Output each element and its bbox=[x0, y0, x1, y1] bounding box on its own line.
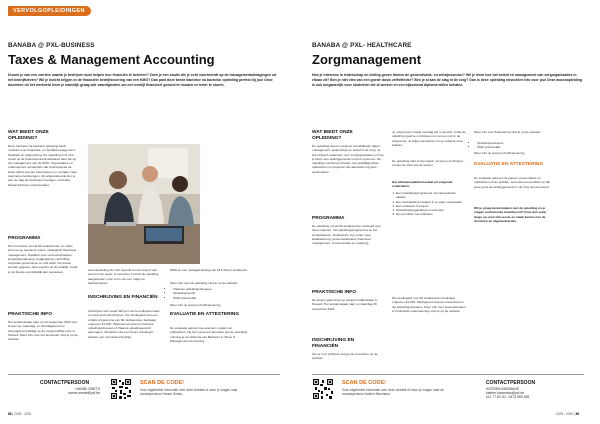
left-footer-divider bbox=[8, 374, 280, 375]
right-h-programma: PROGRAMMA bbox=[312, 216, 345, 221]
right-col2-text3: Het studiegeld voor 60 studiepunten bedraagt ongeveer €1.000. Werkgevers kunnen tussenkomen via opleidingscheques. Meer info over tussenkomsten en financiële ondersteuning vind je op de website. bbox=[392, 296, 466, 313]
left-col2-text: avondopleiding die zich beperkt tot één dag of één avond in de week. In semester 2 wordt de opleiding aangeboden in de vorm van een stage en bachelorproef. bbox=[88, 268, 159, 285]
right-programma-text: De opleiding omvat 60 studiepunten verdeeld over twee trajecten: het opleidingsprogramma en het werkplekleren. Onderdelen zijn onder meer kwaliteitszorg, personeelsbeleid, financieel management, communicatie en coaching. bbox=[312, 224, 381, 246]
right-col2-bold: Het afstudeerpakket bestaat uit volgende onderdelen: bbox=[392, 180, 453, 189]
right-financiering-list bbox=[474, 141, 557, 150]
right-contact-email[interactable]: katrien.biesmans@pxl.be bbox=[486, 391, 525, 395]
right-h-praktisch: PRAKTISCHE INFO bbox=[312, 290, 356, 295]
left-programma-text: Het curriculum omvat 60 studiepunten en spitst zich toe op relevante cases: strategisch financieel management, fiscaliteit voor vennootschappen, kostprijsberekening, budgettering, controlling, corporate governance en soft skills. De lessen worden gegeven door experts uit de praktijk, zodat je de theorie onmiddellijk kan toepassen. bbox=[8, 244, 78, 274]
left-qr-code[interactable] bbox=[110, 378, 132, 400]
page-year: 2025 - 2026 bbox=[14, 412, 32, 416]
left-kicker: BANABA @ PXL-BUSINESS bbox=[8, 42, 95, 49]
right-evaluatie-text: De evaluatie gebeurt via papers, presentaties en opdrachten uit de praktijk. Je bouwt een portfolio op dat jouw groei als leidinggevende in de zorg documenteert. bbox=[474, 176, 551, 189]
list-item: • Opleidingsverlof bbox=[173, 291, 251, 295]
left-contact-email[interactable]: hanne.smets@pxl.be bbox=[68, 391, 100, 395]
right-col2-text2: De opleiding start in het najaar. Je kan je inschrijven tot aan de start van de lessen. bbox=[392, 159, 464, 168]
left-offer-text: Deze bachelor na bachelor opleiding biedt modules over financiële- en bedrijfsmanagement, fiscaliteit en rapportering. De opleiding richt zich zowel op de financieel-administratieve kant als op het management van de KMO. Organisaties en ondernemers verwachten dat professionals de juiste cijfers kunnen interpreteren en vertalen naar duurzame beslissingen. Als afgestudeerde kun je aan de slag als financieel manager, controller, fiscaal adviseur of accountant. bbox=[8, 144, 77, 187]
list-item: • KMO-portefeuille bbox=[173, 296, 251, 300]
right-praktisch-text: De lessen gaan door op campus Guffenslaan in Hasselt. Het academiejaar start op zaterdag 28 september 2024. bbox=[312, 298, 378, 311]
classroom-photo bbox=[88, 144, 200, 264]
right-h-evaluatie: EVALUATIE EN ATTESTERING bbox=[474, 162, 544, 167]
left-col3-intro: Meer info over de opleiding vind je op de website: bbox=[170, 281, 238, 285]
right-inschrijving-text: Om je in te schrijven volg je de procedure op de website. bbox=[312, 352, 378, 361]
left-h-evaluatie: EVALUATIE EN ATTESTERING bbox=[170, 312, 240, 317]
list-item: • Opleidingscheques bbox=[477, 141, 557, 145]
right-infosessie-text: Wil je graag kennismaken met de opleiding en je vragen rechtstreeks beantwoord? Kom dan zeker langs op onze infosessie en maak kennis met de docenten en afgestudeerden. bbox=[474, 206, 547, 223]
left-page-number: 88 | 2025 - 2026 bbox=[8, 412, 32, 416]
left-title: Taxes & Management Accounting bbox=[8, 52, 215, 67]
left-scan-title: SCAN DE CODE! bbox=[140, 380, 185, 386]
left-praktisch-text: Het academiejaar start op 23 september 2024 met lessen op maandag- en dinsdagavond en zaterdagvoormiddag op de campus Elfde Linie in Hasselt. Meer info over het lesrooster vind je op de website. bbox=[8, 320, 78, 342]
page-num: 89 bbox=[575, 412, 580, 416]
left-contact-name: HANNE SMETS bbox=[75, 387, 100, 391]
left-h-praktisch: PRAKTISCHE INFO bbox=[8, 312, 52, 317]
classroom-photo-image bbox=[88, 144, 200, 264]
left-contact-label: CONTACTPERSOON bbox=[40, 380, 90, 386]
left-financiering-list bbox=[170, 287, 251, 300]
left-financiering-link[interactable]: Meer info op www.pxl.be/financiering bbox=[170, 303, 221, 307]
right-scan-text: Voor uitgebreide informatie over deze website of stuur je vragen naar de contactpersoon Katrien Biesmans. bbox=[342, 388, 444, 397]
list-item: 5. Een portfolio met reflecties bbox=[396, 212, 466, 216]
page-year: 2025 - 2026 bbox=[556, 412, 574, 416]
right-h-inschrijving: INSCHRIJVING EN FINANCIËN bbox=[312, 338, 355, 349]
right-intro: Heb je interesse in leiderschap en leiding geven binnen de gezondheids- en welzijnssector? Wil je leren hoe het beleid en management van zorgorganisaties in elkaar zit? Ben je niet vies van een goede dosis zelfreflectie? Ben je al aan de slag in de zorg? Dan is deze opleiding misschien iets voor jou! Deze avondopleiding is ook toegankelijk voor studenten die al werken en een bijkomend diploma willen behalen. bbox=[312, 73, 583, 87]
list-item: 4. Opleidingsbegeleiding en intervisie bbox=[396, 208, 466, 212]
right-footer-divider bbox=[312, 374, 584, 375]
right-h-offer: WAT BIEDT ONZE OPLEIDING? bbox=[312, 130, 353, 141]
left-scan-text: Voor uitgebreide informatie over deze website of stuur je vragen naar contactpersoon Hanne Smets. bbox=[140, 388, 238, 397]
right-qr-code[interactable] bbox=[312, 378, 334, 400]
right-col2-text: Je volgt lessen zowel overdag als 's avonds, zodat de opleiding goed te combineren is met een job in de zorgsector. Je krijgt ook kansen om je netwerk uit te breiden. bbox=[392, 130, 466, 147]
list-item: 1. Een opleidingsprogramma met theoretische vakken bbox=[396, 191, 466, 200]
left-h-offer: WAT BIEDT ONZE OPLEIDING? bbox=[8, 130, 49, 141]
section-tag: VERVOLGOPLEIDINGEN bbox=[8, 6, 91, 16]
right-onderdelen-list bbox=[392, 191, 466, 217]
left-evaluatie-text: De evaluatie gebeurt via examens, papers en opdrachten. Na het succesvol afronden van de opleiding ontvang je het diploma van Bachelor in Taxes & Management Accounting. bbox=[170, 326, 248, 343]
right-offer-text: De opleiding steunt vooral op verschillende pijlers: management, leiderschap en beleid in de zorg. Je leert kritisch nadenken over zorgorganisaties en hoe je hierin een leidinggevende rol kunt opnemen. De opleiding combineert theorie met praktijkgerichte opdrachten en projecten die aansluiten bij jouw werkcontext. bbox=[312, 144, 384, 174]
left-h-inschrijving: INSCHRIJVING EN FINANCIËN bbox=[88, 295, 158, 300]
right-contact-phone[interactable]: 011 77 82 00 - 0474 555 455 bbox=[486, 395, 530, 399]
right-title: Zorgmanagement bbox=[312, 52, 422, 67]
list-item: • KMO-portefeuille bbox=[477, 145, 557, 149]
right-contact-name: KATRIEN BIESMANS bbox=[486, 387, 519, 391]
right-financiering-link[interactable]: Meer info op www.pxl.be/financiering bbox=[474, 151, 525, 155]
right-page-number: 2025 - 2026 | 89 bbox=[556, 412, 580, 416]
left-col3-text: €500 en een verlaagd bedrag van €14,30 per studiepunt. bbox=[170, 268, 248, 272]
left-inschrijving-text: Inschrijven kan vanaf half juni via het onlineformulier op www.pxl.be/inschrijven. Het studiegeld voor een voltijds programma van 60 studiepunten bedraagt ongeveer €1.000. Werknemers kunnen hiervoor opleidingscheques of Vlaams opleidingsverlof aanvragen. Studenten die een beurs ontvangen, betalen een verminderd bedrag. bbox=[88, 309, 160, 339]
right-kicker: BANABA @ PXL- HEALTHCARE bbox=[312, 42, 412, 49]
list-item: 2. Een werkplekleren-traject in je eigen organisatie bbox=[396, 200, 466, 204]
list-item: • Vlaamse opleidingscheques bbox=[173, 287, 251, 291]
left-intro: Droom je van een carrière waarin je bedrijven kunt helpen hun financiën te beheren? Zoek je een studie die je echt voorbereidt op de managementuitdagingen uit het bedrijfsleven? Wil je inzicht krijgen in de financiële bedrijfsvoering van een KMO? Dan past deze brede bachelor na bachelor opleiding perfect bij jou! Onze docenten uit het werkveld leren je namelijk graag alle vaardigheden om een bedrijf financieel gezond te houden en beter te sturen. bbox=[8, 73, 277, 87]
page-num: 88 bbox=[8, 412, 12, 416]
list-item: 3. Een eindwerk of project bbox=[396, 204, 466, 208]
right-scan-title: SCAN DE CODE! bbox=[342, 380, 387, 386]
left-h-programma: PROGRAMMA bbox=[8, 236, 41, 241]
right-contact-label: CONTACTPERSOON bbox=[486, 380, 536, 386]
right-col3-intro: Meer info over financiering vind je op de website: bbox=[474, 130, 542, 134]
